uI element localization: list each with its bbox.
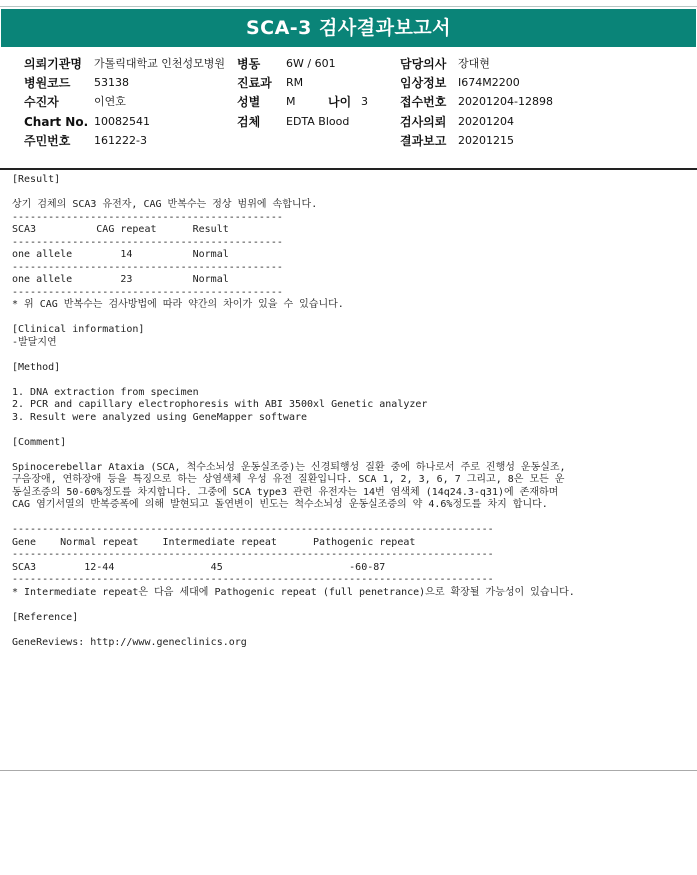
- report-line: [Reference]: [12, 611, 79, 623]
- request-date-label: 검사의뢰: [400, 115, 447, 129]
- report-line: Spinocerebellar Ataxia (SCA, 척수소뇌성 운동실조증)는 신경퇴행성 질환 중에 하나로서 주로 진행성 운동실조,: [12, 461, 566, 473]
- rule-line: ---------------------------------------------: [12, 236, 283, 248]
- report-line: one allele 23 Normal: [12, 274, 229, 285]
- age-label: 나이: [328, 95, 352, 109]
- report-line: 3. Result were analyzed using GeneMapper software: [12, 411, 308, 423]
- info-row-2: [0, 74, 697, 92]
- clinical-info-label: 임상정보: [400, 76, 447, 90]
- report-line: * 위 CAG 반복수는 검사방법에 따라 약간의 차이가 있을 수 있습니다.: [12, 299, 344, 310]
- report-date-label: 결과보고: [400, 134, 447, 148]
- specimen-label: 검체: [237, 115, 261, 129]
- top-rule: [0, 0, 697, 7]
- report-line: SCA3 CAG repeat Result: [12, 224, 229, 235]
- age-value: 3: [361, 95, 368, 108]
- report-line: Gene Normal repeat Intermediate repeat Pathogenic repeat: [12, 536, 416, 548]
- doctor-label: 담당의사: [400, 57, 447, 71]
- report-line: SCA3 12-44 45 -60-87: [12, 561, 386, 573]
- institution-value: 가톨릭대학교 인천성모병원: [94, 57, 226, 70]
- receipt-value: 20201204-12898: [458, 95, 553, 108]
- chart-no-value: 10082541: [94, 115, 150, 128]
- info-row-5: [0, 132, 697, 150]
- sex-label: 성별: [237, 95, 261, 109]
- report-line: 1. DNA extraction from specimen: [12, 386, 199, 398]
- report-line: [Comment]: [12, 436, 67, 448]
- institution-label: 의뢰기관명: [24, 57, 82, 71]
- info-row-4: [0, 113, 697, 131]
- rule-line: ---------------------------------------------: [12, 211, 283, 223]
- report-line: GeneReviews: http://www.geneclinics.org: [12, 636, 247, 648]
- report-line: 구음장애, 연하장애 등을 특징으로 하는 상염색체 우성 유전 질환입니다. SCA 1, 2, 3, 6, 7 그리고, 8은 모든 운: [12, 474, 565, 485]
- rule-line: --------------------------------------------------------------------------------: [12, 549, 494, 560]
- rule-line: ---------------------------------------------: [12, 286, 283, 298]
- info-row-1: [0, 55, 697, 73]
- report-line: [Result]: [12, 174, 61, 185]
- report-line: 동실조증의 50-60%정도를 차지합니다. 그중에 SCA type3 관련 유전자는 14번 염색체 (14q24.3-q31)에 존재하며: [12, 486, 559, 498]
- doctor-value: 장대현: [458, 57, 490, 70]
- examinee-label: 수진자: [24, 95, 59, 109]
- ward-label: 병동: [237, 57, 261, 71]
- page-title: SCA-3 검사결과보고서: [1, 9, 696, 47]
- hospital-code-label: 병원코드: [24, 76, 71, 90]
- resident-id-value: 161222-3: [94, 134, 147, 147]
- hospital-code-value: 53138: [94, 76, 129, 89]
- resident-id-label: 주민번호: [24, 134, 71, 148]
- specimen-value: EDTA Blood: [286, 115, 350, 128]
- sex-value: M: [286, 95, 296, 108]
- request-date-value: 20201204: [458, 115, 514, 128]
- report-line: * Intermediate repeat은 다음 세대에 Pathogenic repeat (full penetrance)으로 확장될 가능성이 있습니다.: [12, 586, 575, 598]
- ward-value: 6W / 601: [286, 57, 336, 70]
- receipt-label: 접수번호: [400, 95, 447, 109]
- report-line: [Clinical information]: [12, 324, 145, 335]
- department-value: RM: [286, 76, 304, 89]
- chart-no-label: Chart No.: [24, 115, 89, 129]
- report-date-value: 20201215: [458, 134, 514, 147]
- info-row-3: [0, 93, 697, 111]
- report-line: 2. PCR and capillary electrophoresis with ABI 3500xl Genetic analyzer: [12, 399, 428, 410]
- rule-line: --------------------------------------------------------------------------------: [12, 524, 494, 535]
- report-line: 상기 검체의 SCA3 유전자, CAG 반복수는 정상 범위에 속합니다.: [12, 199, 318, 210]
- rule-line: --------------------------------------------------------------------------------: [12, 574, 494, 585]
- department-label: 진료과: [237, 76, 272, 90]
- clinical-info-value: I674M2200: [458, 76, 520, 89]
- examinee-value: 이연호: [94, 95, 126, 108]
- report-line: CAG 염기서열의 반복증폭에 의해 발현되고 돌연변이 빈도는 척수소뇌성 운동실조증의 약 4.6%정도를 차지 합니다.: [12, 499, 548, 510]
- rule-line: ---------------------------------------------: [12, 261, 283, 273]
- report-line: [Method]: [12, 361, 61, 373]
- report-line: one allele 14 Normal: [12, 249, 229, 260]
- rule-line: -발달지연: [12, 336, 57, 348]
